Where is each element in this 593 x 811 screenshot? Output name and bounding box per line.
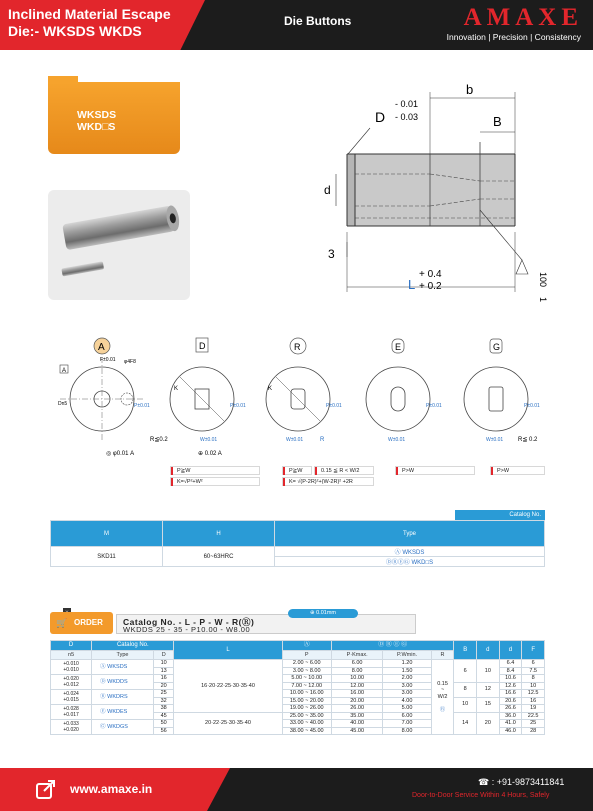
formula-e-1: P>W [395,466,475,475]
dim-L: L [408,277,416,292]
svg-text:W±0.01: W±0.01 [388,437,406,443]
tolerance-pill: ⊕ 0.01mm [288,609,358,618]
svg-text:A: A [62,368,67,374]
tol-plus-bot: + 0.2 [419,281,442,292]
material-table: M H Type SKD11 60~63HRC Ⓐ WKSDS ⒹⓇⒺⒼ WKD□S [50,520,545,567]
header [0,0,593,50]
svg-text:◎ φ0.01 A: ◎ φ0.01 A [106,451,135,457]
badge-line-2: WKD□S [77,121,116,133]
order-label: ORDER [74,618,103,627]
svg-text:R≦ 0.2: R≦ 0.2 [518,437,538,443]
shape-A [58,338,150,457]
svg-text:R: R [294,342,301,352]
dim-D: D [375,109,386,125]
dim-B: B [493,114,502,129]
table-row: +0.033 +0.020 Ⓖ WKDGS 50 33.00 ~ 40.00 40.00 7.00 41.0 25 [51,720,545,728]
svg-text:Dn5: Dn5 [58,401,68,407]
order-example [116,610,416,634]
svg-text:P±0.01: P±0.01 [134,403,150,409]
svg-text:W±0.01: W±0.01 [200,437,218,443]
product-photo [48,190,190,300]
dim-b: b [466,82,474,97]
external-link-icon [34,778,58,802]
order-format: Catalog No. - L - P - W - R(Ⓡ) [123,617,255,627]
product-badge [48,82,180,154]
svg-text:A: A [98,342,105,353]
svg-text:P±0.01: P±0.01 [230,403,246,409]
svg-text:φ4F8: φ4F8 [124,359,136,365]
website-link[interactable]: www.amaxe.in [70,782,153,796]
svg-text:F±0.01: F±0.01 [100,357,116,363]
tol-top: - 0.01 [395,99,419,109]
service-note: Door-to-Door Service Within 4 Hours, Safely [412,792,550,799]
cart-icon: 🛒 [56,618,68,628]
brand-logo: AMAXE [463,4,583,31]
badge-text [77,109,116,133]
table-row: 56 38.00 ~ 45.00 45.00 8.00 46.0 28 [51,727,545,735]
svg-text:G: G [493,342,501,352]
brand-tagline: Innovation | Precision | Consistency [446,32,581,42]
dimension-drawing [310,82,580,322]
svg-text:E: E [395,342,402,352]
formula-r-2: 0.15 ≦ R < W/2 [314,466,374,475]
table-row: +0.024 +0.015 Ⓡ WKDRS 25 10.00 ~ 16.00 16.00 3.00 16.6 12.5 [51,690,545,698]
formula-r-3: K= √(P-2R)²+(W-2R)² +2R [282,477,374,486]
table-row: +0.020 +0.012 Ⓓ WKDDS 16 5.00 ~ 10.00 10.00 2.00 10.6 8 [51,675,545,683]
cylinder-body [347,154,515,226]
table-row: 13 3.00 ~ 8.00 8.00 1.50 8.4 7.5 [51,667,545,675]
svg-text:K: K [268,386,273,392]
shape-D [150,338,246,457]
svg-text:P±0.01: P±0.01 [426,403,442,409]
table-row: 45 20·22·25·30·35·40 25.00 ~ 35.00 35.00 6.00 14 20 36.0 22.5 [51,712,545,720]
svg-text:D: D [199,341,206,351]
svg-text:W±0.01: W±0.01 [486,437,504,443]
page-subtitle: Die Buttons [284,14,352,28]
tol-plus-top: + 0.4 [419,269,442,280]
svg-text:R≦0.2: R≦0.2 [150,437,168,443]
formula-d-2: K=√P²+W² [170,477,260,486]
shape-G [464,339,540,443]
order-button[interactable] [50,612,113,634]
catalog-label: Catalog No. [455,510,545,520]
svg-text:⊕ 0.02 A: ⊕ 0.02 A [198,451,222,457]
surface-finish-bot: 1 [538,297,548,303]
surface-finish-top: 100 [538,272,548,288]
shape-E [366,339,442,443]
table-row: +0.028 +0.017 Ⓔ WKDES 38 19.00 ~ 26.00 26.00 5.00 26.6 19 [51,705,545,713]
badge-line-1: WKSDS [77,109,117,121]
svg-text:K: K [174,386,179,392]
table-row: +0.010 +0.010 Ⓐ WKSDS 10 16·20·22·25·30·35·40 2.00 ~ 6.00 6.00 1.20 0.15 ~ W/2 Ⓡ 6 10 6.4 6 [51,660,545,668]
shape-variants [40,335,585,465]
footer [0,768,593,811]
table-row: 20 7.00 ~ 12.00 12.00 3.00 8 12 12.6 10 [51,682,545,690]
shape-R [266,338,342,443]
die-button-image [48,190,190,300]
tol-bot: - 0.03 [395,112,419,122]
formula-r-1: P≧W [282,466,312,475]
spec-table: D Catalog No. L Ⓐ Ⓓ Ⓡ Ⓔ Ⓖ B d d F n5 Type D P P·Kmax. P.Wmin. R +0.010 +0.010 Ⓐ WKSDS 10 16·20·22·25·30·35·40 2.00 ~ 6.00 6.00 1.20 0.15 ~ W/2 Ⓡ 6 10 6.4 6 13 3.00 ~ 8.00 8.00 1.50 8.4 7.5 +0.020 +0.012 Ⓓ WKDDS 16 5.00 ~ 10.00 10.00 2.00 10.6 8 20 7.00 ~ 12.00 12.00 3.00 8 12 12.6 10 +0.024 +0.015 Ⓡ WKDRS 25 10.00 ~ 16.00 16.00 3.00 16.6 12.5 32 15.00 ~ 20.00 20.00 4.00 10 15 20.6 16 +0.028 +0.017 Ⓔ WKDES 38 19.00 ~ 26.00 26.00 5.00 26.6 19 45 20·22·25·30·35·40 25.00 ~ 35.00 35.00 6.00 14 20 36.0 22.5 +0.033 +0.020 Ⓖ WKDGS 50 33.00 ~ 40.00 40.00 7.00 41.0 25 56 38.00 ~ 45.00 45.00 8.00 46.0 28 [50,640,545,735]
table-row: 32 15.00 ~ 20.00 20.00 4.00 10 15 20.6 16 [51,697,545,705]
svg-text:W±0.01: W±0.01 [286,437,304,443]
svg-text:P±0.01: P±0.01 [326,403,342,409]
order-sample: WKDDS 25 - 35 - P10.00 - W8.00 [123,625,251,634]
dim-d: d [324,183,331,197]
formula-d-1: P≧W [170,466,260,475]
formula-g-1: P>W [490,466,545,475]
dim-3: 3 [328,247,335,261]
phone-number: ☎ : +91-9873411841 [478,777,565,787]
page-title: Inclined Material Escape Die:- WKSDS WKDS [8,6,171,39]
svg-text:R: R [320,437,325,443]
svg-text:P±0.01: P±0.01 [524,403,540,409]
